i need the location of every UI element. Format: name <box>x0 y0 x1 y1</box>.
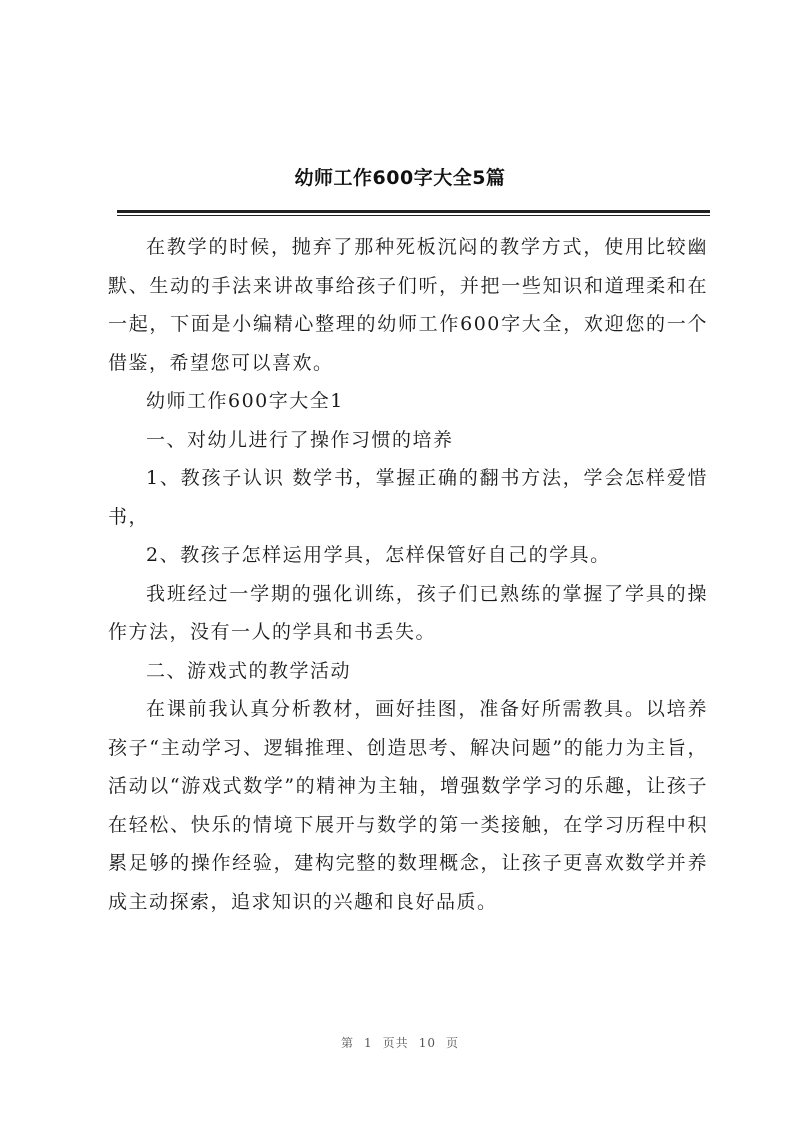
list-item-1: 1、教孩子认识 数学书，掌握正确的翻书方法，学会怎样爱惜书， <box>108 467 708 528</box>
lesson-paragraph: 在课前我认真分析教材，画好挂图，准备好所需教具。以培养孩子“主动学习、逻辑推理、创造思考、解决问题”的能力为主旨，活动以“游戏式数学”的精神为主轴，增强数学学习的乐趣，让孩子在轻松、快乐的情境下展开与数学的第一类接触，在学习历程中积累足够的操作经验，建构完整的数理概念，让孩子更喜欢数学并养成主动探索，追求知识的兴趣和良好品质。 <box>108 698 708 913</box>
section-heading-1: 幼师工作600字大全1 <box>146 390 344 412</box>
footer-total-pages: 10 <box>418 1036 436 1050</box>
training-paragraph: 我班经过一学期的强化训练，孩子们已熟练的掌握了学具的操作方法，没有一人的学具和书丢失。 <box>108 582 708 643</box>
document-title: 幼师工作600字大全5篇 <box>294 167 506 189</box>
footer-page-number: 1 <box>364 1036 373 1050</box>
document-body <box>108 228 708 921</box>
subheading-game-teaching: 二、游戏式的教学活动 <box>146 659 352 682</box>
list-item-2: 2、教孩子怎样运用学具，怎样保管好自己的学具。 <box>146 544 611 566</box>
footer-page-prefix: 第 <box>341 1036 355 1050</box>
footer-page-suffix: 页共 <box>382 1036 409 1050</box>
intro-paragraph: 在教学的时候，抛弃了那种死板沉闷的教学方式，使用比较幽默、生动的手法来讲故事给孩子们听，并把一些知识和道理柔和在一起，下面是小编精心整理的幼师工作600字大全，欢迎您的一个借鉴，希望您可以喜欢。 <box>108 236 708 374</box>
title-rule-thick <box>117 210 710 213</box>
subheading-habits: 一、对幼儿进行了操作习惯的培养 <box>146 428 454 451</box>
title-rule-thin <box>117 215 710 216</box>
page-footer <box>0 1034 800 1051</box>
footer-total-suffix: 页 <box>445 1036 459 1050</box>
